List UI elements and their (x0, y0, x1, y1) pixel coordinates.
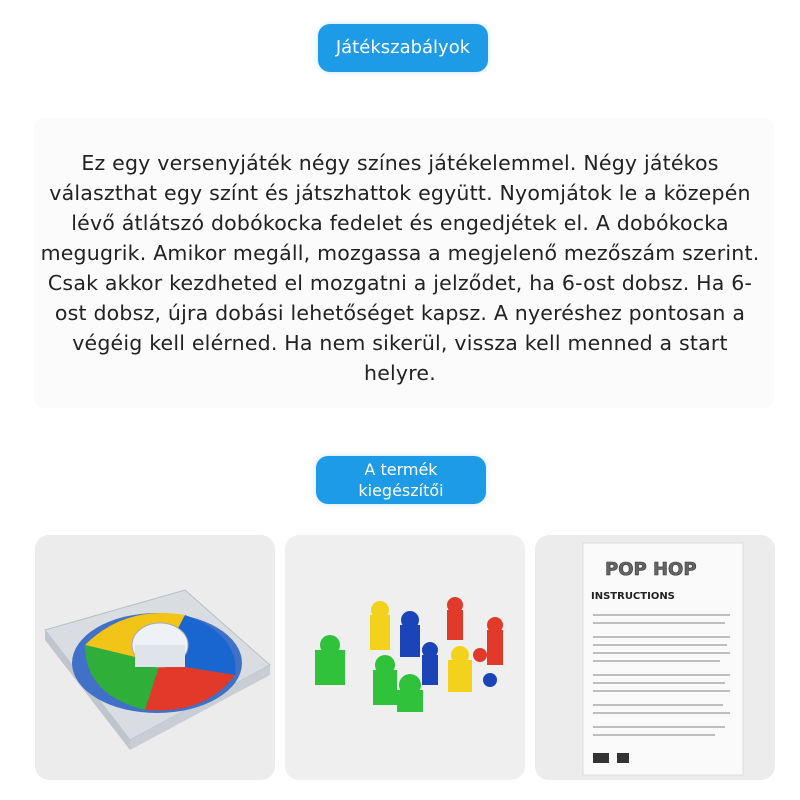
logo-text: POP HOP (605, 559, 697, 580)
accessories-label-line1: A termék (364, 460, 438, 479)
instructions-image (535, 535, 775, 780)
accessories-heading-badge (316, 456, 486, 504)
board-image (35, 535, 275, 780)
rules-text: Ez egy versenyjáték négy színes játékelemmel. Négy játékos választhat egy színt és játszhattok együtt. Nyomjátok le a közepén lévő átlátszó dobókocka fedelet és engedjétek el. A dobókocka megugrik. Amikor megáll, mozgassa a megjelenő mezőszám szerint. Csak akkor kezdheted el mozgatni a jelződet, ha 6-ost dobsz. Ha 6-ost dobsz, újra dobási lehetőséget kapsz. A nyeréshez pontosan a végéig kell elérned. Ha nem sikerül, vissza kell menned a start helyre. (40, 151, 760, 385)
rules-heading-badge: Játékszabályok (318, 24, 488, 72)
pieces-image (285, 535, 525, 780)
accessories-label-line2: kiegészítői (358, 481, 444, 500)
instructions-heading: INSTRUCTIONS (591, 591, 675, 602)
